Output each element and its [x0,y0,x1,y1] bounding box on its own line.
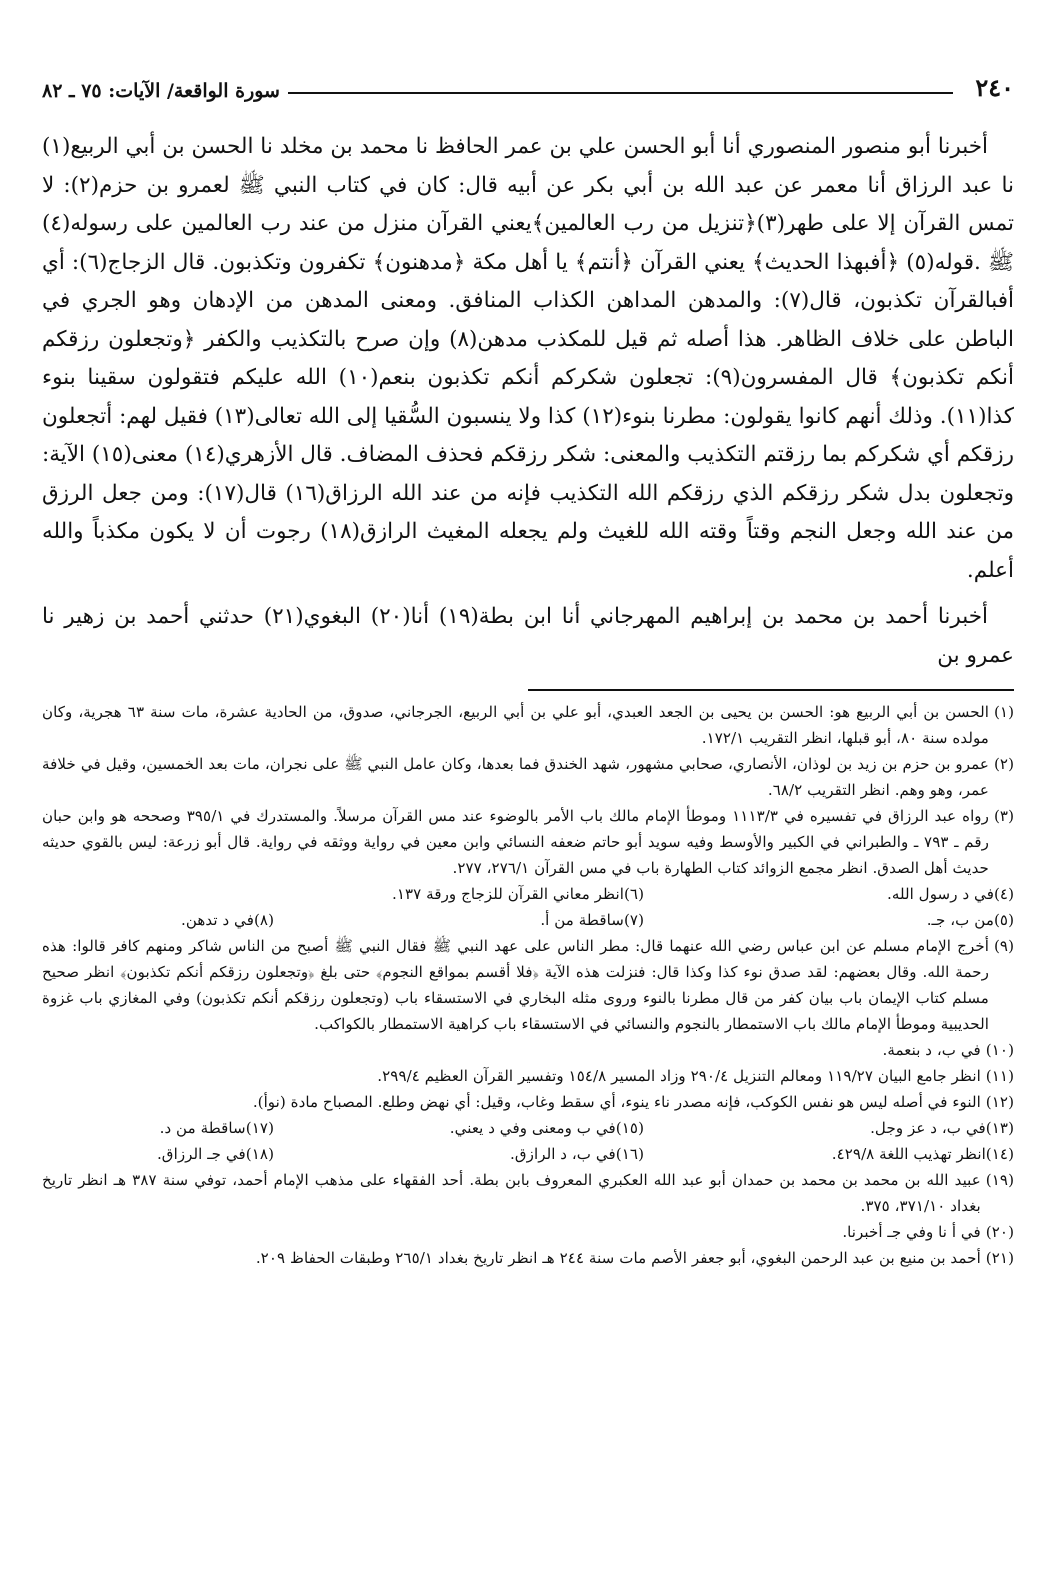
page-header [42,72,1014,102]
footnote-11: (١١) انظر جامع البيان ١١٩/٢٧ ومعالم التنزيل ٢٩٠/٤ وزاد المسير ١٥٤/٨ وتفسير القرآن العظيم ٢٩٩/٤. [377,1067,1014,1085]
footnote-12: (١٢) النوء في أصله ليس هو نفس الكوكب، فإنه مصدر ناء ينوء، أي سقط وغاب، وقيل: أي نهض وطلع. المصباح مادة (نوأ). [252,1093,1014,1111]
paragraph-2: أخبرنا أحمد بن محمد بن إبراهيم المهرجاني أنا ابن بطة(١٩) أنا(٢٠) البغوي(٢١) حدثني أحمد بن زهير نا عمرو بن [42,604,1014,668]
footnote-21: (٢١) أحمد بن منيع بن عبد الرحمن البغوي، أبو جعفر الأصم مات سنة ٢٤٤ هـ انظر تاريخ بغداد ٢٦٥/١ وطبقات الحفاظ ٢٠٩. [255,1249,1014,1267]
header-rule [288,92,953,94]
footnote-13: (١٣) في ب، د عز وجل. [870,1119,1014,1137]
footnote-18: (١٨) في جـ الرزاق. [156,1145,274,1163]
footnote-row-5-7-8 [42,907,1014,933]
footnote-14: (١٤) انظر تهذيب اللغة ٤٢٩/٨. [831,1145,1014,1163]
footnotes [42,699,1014,1271]
paragraph-1: أخبرنا أبو منصور المنصوري أنا أبو الحسن علي بن عمر الحافظ نا محمد بن مخلد نا الحسن بن أبي الربيع(١) نا عبد الرزاق أنا معمر عن عبد الله بن أبي بكر عن أبيه قال: كان في كتاب النبي ﷺ لعمرو بن حزم(٢): لا تمس القرآن إلا على طهر(٣)﴿تنزيل من رب العالمين﴾يعني القرآن منزل من عند رب العالمين على رسوله(٤) ﷺ .قوله(٥) ﴿أفبهذا الحديث﴾ يعني القرآن ﴿أنتم﴾ يا أهل مكة ﴿مدهنون﴾ تكفرون وتكذبون. قال الزجاج(٦): أي أفبالقرآن تكذبون، قال(٧): والمدهن المداهن الكذاب المنافق. ومعنى المدهن من الإدهان وهو الجري في الباطن على خلاف الظاهر. هذا أصله ثم قيل للمكذب مدهن(٨) وإن صرح بالتكذيب والكفر ﴿وتجعلون رزقكم أنكم تكذبون﴾ قال المفسرون(٩): تجعلون شكركم أنكم تكذبون بنعم(١٠) الله عليكم فتقولون سقينا بنوء كذا(١١). وذلك أنهم كانوا يقولون: مطرنا بنوء(١٢) كذا ولا ينسبون السُّقيا إلى الله تعالى(١٣) فقيل لهم: أتجعلون رزقكم أي شكركم بما رزقتم التكذيب والمعنى: شكر رزقكم فحذف المضاف. قال الأزهري(١٤) معنى(١٥) الآية: وتجعلون بدل شكر رزقكم الذي رزقكم الله التكذيب فإنه من عند الله الرزاق(١٦) قال(١٧): ومن جعل الرزق من عند الله وجعل النجم وقتاً وقته الله للغيث ولم يجعله المغيث الرازق(١٨) رجوت أن لا يكون مكذباً والله أعلم. [42,134,1015,583]
footnote-3: (٣) رواه عبد الرزاق في تفسيره في ١١١٣/٣ وموطأ الإمام مالك باب الأمر بالوضوء عند مس القرآن مرسلاً. والمستدرك في ٣٩٥/١ وصححه هو وابن حبان رقم ـ ٧٩٣ ـ والطبراني في الكبير والأوسط وفيه سويد أبو حاتم ضعفه النسائي وابن معين في رواية ووثقه في رواية. قال أبو زرعة: ليس بالقوي حديثه حديث أهل الصدق. انظر مجمع الزوائد كتاب الطهارة باب في مس القرآن ٢٧٦/١، ٢٧٧. [42,807,1014,877]
footnote-row-13-15-17 [42,1115,1014,1141]
footnote-15: (١٥) في ب ومعنى وفي د يعني. [449,1119,644,1137]
footnote-16: (١٦) في ب، د الرازق. [510,1145,644,1163]
footnote-2: (٢) عمرو بن حزم بن زيد بن لوذان، الأنصاري، صحابي مشهور، شهد الخندق فما بعدها، وكان عامل النبي ﷺ على نجران، مات بعد الخمسين، وقيل في خلافة عمر، وهو وهم. انظر التقريب ٦٨/٢. [42,755,1014,799]
footnote-20: (٢٠) في أ نا وفي جـ أخبرنا. [842,1223,1014,1241]
footnote-row-14-16-18 [42,1141,1014,1167]
footnote-row-4-6 [42,881,1014,907]
footnote-17: (١٧) ساقطة من د. [159,1119,274,1137]
footnote-6: (٦) انظر معاني القرآن للزجاج ورقة ١٣٧. [392,885,644,903]
footnote-19: (١٩) عبيد الله بن محمد بن محمد بن حمدان أبو عبد الله العكبري المعروف بابن بطة. أحد الفقهاء على مذهب الإمام أحمد، توفي سنة ٣٨٧ هـ انظر تاريخ بغداد ٣٧١/١٠، ٣٧٥. [42,1171,1014,1215]
footnote-10: (١٠) في ب، د بنعمة. [882,1041,1014,1059]
surah-title: سورة الواقعة/ الآيات: ٧٥ ـ ٨٢ [42,80,280,102]
main-text [42,128,1014,675]
footnote-5: (٥) من ب، جـ. [926,911,1014,929]
footnote-4: (٤) في د رسول الله. [887,885,1014,903]
footnote-separator [528,689,1014,691]
footnote-9: (٩) أخرج الإمام مسلم عن ابن عباس رضي الله عنهما قال: مطر الناس على عهد النبي ﷺ فقال النبي ﷺ أصبح من الناس شاكر ومنهم كافر قالوا: هذه رحمة الله. وقال بعضهم: لقد صدق نوء كذا وكذا قال: فنزلت هذه الآية ﴿فلا أقسم بمواقع النجوم﴾ حتى بلغ ﴿وتجعلون رزقكم أنكم تكذبون﴾ انظر صحيح مسلم كتاب الإيمان باب بيان كفر من قال مطرنا بالنوء وروى مثله البخاري في الاستسقاء باب (وتجعلون رزقكم أنكم تكذبون) وفي المغازي باب غزوة الحديبية وموطأ الإمام مالك باب الاستمطار بالنجوم والنسائي في الاستسقاء باب كراهية الاستمطار بالكواكب. [42,937,1014,1033]
footnote-7: (٧) ساقطة من أ. [540,911,644,929]
footnote-8: (٨) في د تدهن. [181,911,274,929]
page-number: ٢٤٠ [975,73,1014,102]
footnote-1: (١) الحسن بن أبي الربيع هو: الحسن بن يحيى بن الجعد العبدي، أبو علي بن أبي الربيع، الجرجاني، صدوق، من الحادية عشرة، مات سنة ٦٣ هجرية، وكان مولده سنة ٨٠، أبو قبلها، انظر التقريب ١٧٢/١. [42,703,1014,747]
